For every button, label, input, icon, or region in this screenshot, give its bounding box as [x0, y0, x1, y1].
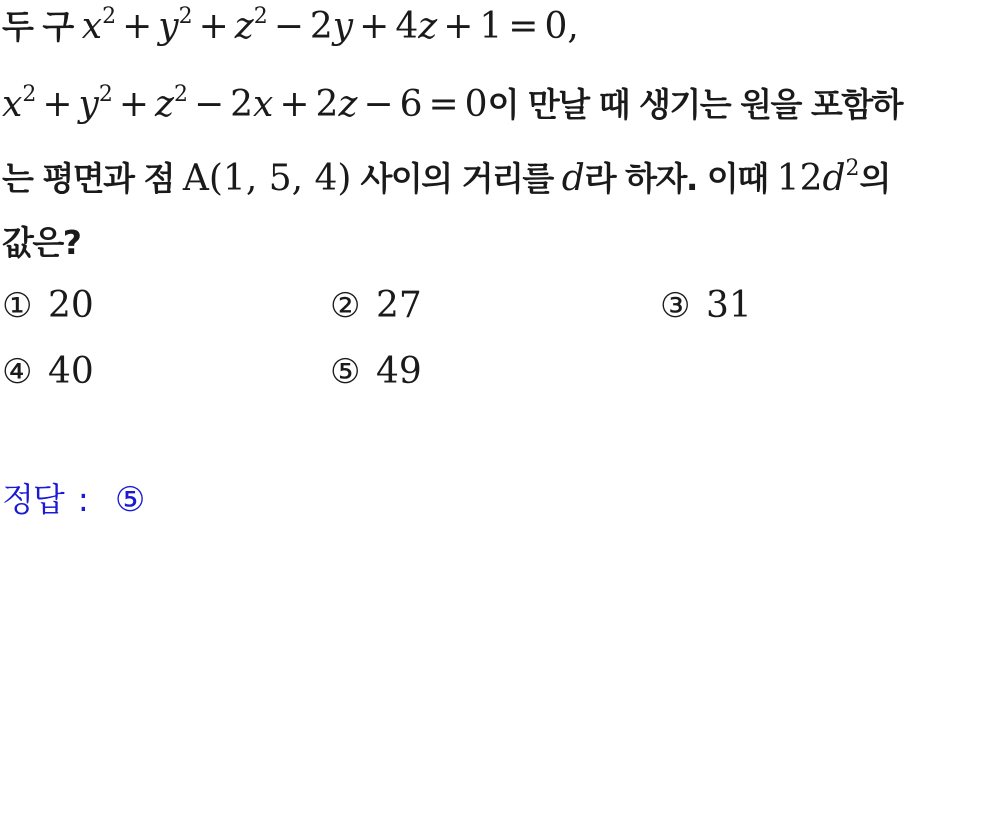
math-number: 2 [230, 84, 254, 125]
choice-value: 27 [376, 285, 422, 326]
math-operator: = [428, 84, 459, 125]
problem-text: 이 만날 때 생기는 원을 포함하 [487, 85, 903, 124]
choice-3[interactable] [660, 286, 752, 326]
choice-value: 40 [48, 351, 94, 392]
math-number: 0 [464, 84, 488, 125]
math-var: d [822, 158, 846, 199]
math-operator: + [279, 84, 310, 125]
problem-text: 의 [859, 159, 890, 198]
choice-value: 20 [48, 285, 94, 326]
math-point: A(1, 5, 4) [182, 158, 352, 199]
problem-line-1 [2, 6, 579, 46]
math-exponent: 2 [845, 156, 860, 181]
math-var: z [418, 6, 438, 47]
math-var: z [234, 6, 254, 47]
math-var: y [78, 84, 99, 125]
math-number: 1 [479, 6, 503, 47]
answer-separator: : [77, 480, 89, 519]
math-number: 4 [395, 6, 419, 47]
choice-marker: ④ [2, 352, 33, 392]
math-operator: + [122, 6, 153, 47]
math-number: 6 [399, 84, 423, 125]
math-var: x [253, 84, 274, 125]
math-exponent: 2 [178, 4, 193, 29]
choice-marker: ② [330, 286, 361, 326]
choice-1[interactable] [2, 286, 94, 326]
math-operator: − [273, 6, 304, 47]
problem-line-4 [2, 222, 80, 262]
choice-4[interactable] [2, 352, 94, 392]
math-operator: + [443, 6, 474, 47]
math-exponent: 2 [22, 82, 37, 107]
choice-value: 49 [376, 351, 422, 392]
math-var: y [332, 6, 354, 47]
problem-text: 는 평면과 점 [2, 159, 174, 198]
math-number: 2 [315, 84, 339, 125]
math-exponent: 2 [98, 82, 113, 107]
choice-2[interactable] [330, 286, 422, 326]
math-var: z [155, 84, 174, 125]
math-exponent: 2 [173, 82, 188, 107]
choice-5[interactable] [330, 352, 422, 392]
problem-line-2 [2, 84, 902, 124]
math-number: 12 [776, 158, 823, 199]
math-var: x [81, 6, 103, 47]
math-operator: + [359, 6, 390, 47]
math-var: x [2, 84, 23, 125]
choice-marker: ① [2, 286, 33, 326]
choice-value: 31 [706, 285, 752, 326]
problem-text: 값은? [2, 223, 81, 262]
math-number: 0, [544, 6, 579, 47]
math-operator: − [363, 84, 394, 125]
answer-line [2, 480, 145, 520]
math-exponent: 2 [102, 4, 117, 29]
problem-text: 라 하자. 이때 [584, 159, 768, 198]
math-operator: + [42, 84, 73, 125]
answer-value: ⑤ [114, 480, 146, 520]
math-operator: + [198, 6, 229, 47]
problem-text: 사이의 거리를 [360, 159, 553, 198]
choice-marker: ③ [660, 286, 691, 326]
math-var: z [338, 84, 358, 125]
problem-line-3 [2, 158, 890, 198]
math-operator: − [193, 84, 225, 125]
math-exponent: 2 [253, 4, 268, 29]
math-operator: + [118, 84, 149, 125]
math-var: d [561, 158, 585, 199]
math-operator: = [508, 6, 539, 47]
answer-label: 정답 [2, 480, 64, 519]
math-number: 2 [309, 6, 333, 47]
choice-marker: ⑤ [330, 352, 361, 392]
problem-text: 두 구 [2, 7, 73, 46]
math-var: y [158, 6, 179, 47]
